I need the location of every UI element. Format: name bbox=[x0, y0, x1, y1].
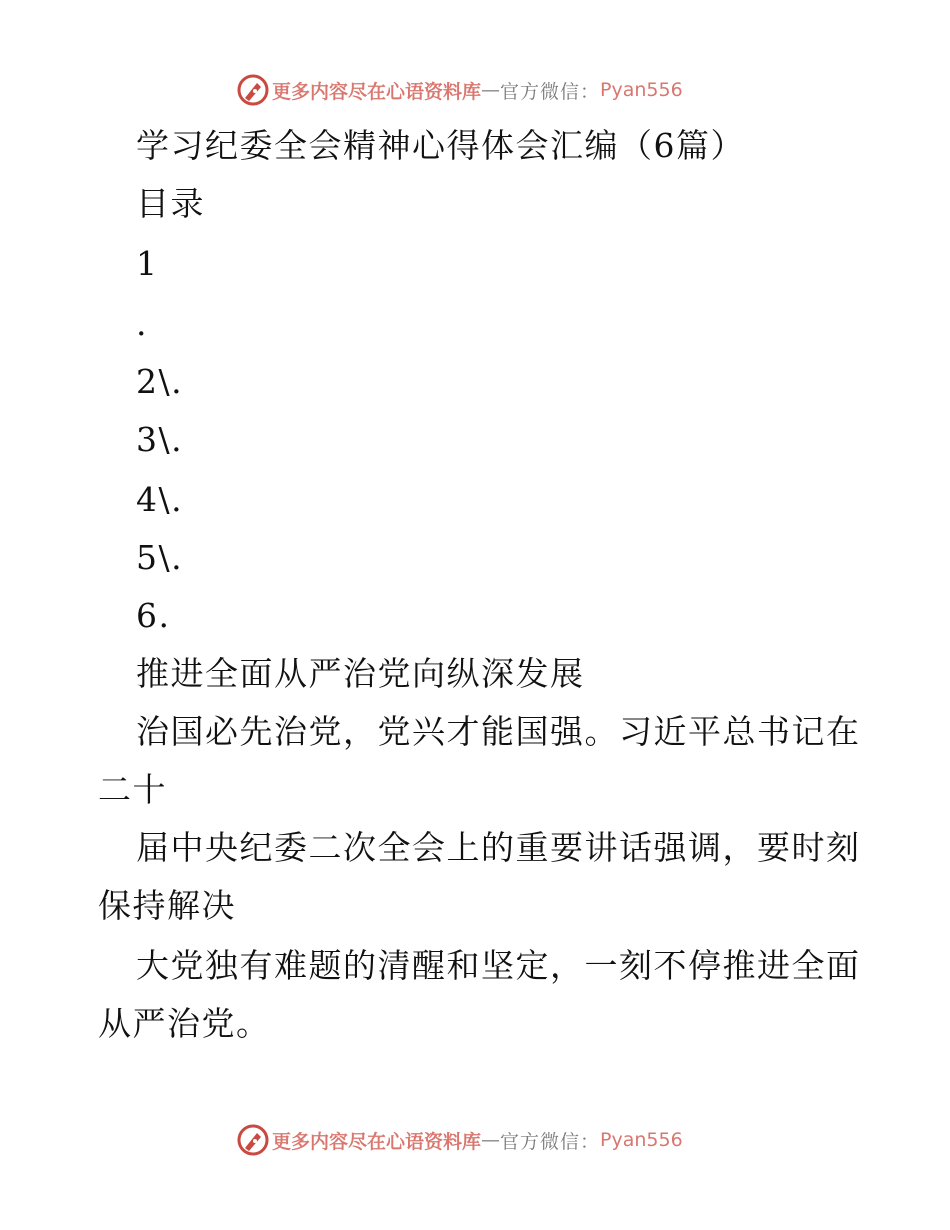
watermark-official-label: 官方微信： bbox=[500, 80, 601, 103]
pen-nib-logo-icon bbox=[236, 1123, 270, 1157]
watermark-dash: — bbox=[481, 1129, 501, 1151]
watermark-site-name: 更多内容尽在心语资料库 bbox=[272, 80, 482, 103]
body-line: 治国必先治党，党兴才能国强。习近平总书记在 bbox=[136, 712, 861, 751]
watermark-wechat-id: Pyan556 bbox=[600, 79, 683, 101]
header-watermark bbox=[236, 72, 716, 108]
watermark-official-label: 官方微信： bbox=[500, 1130, 601, 1153]
document-title: 学习纪委全会精神心得体会汇编（6篇） bbox=[136, 126, 745, 165]
body-line: 大党独有难题的清醒和坚定，一刻不停推进全面 bbox=[136, 946, 861, 985]
body-line: 届中央纪委二次全会上的重要讲话强调，要时刻 bbox=[136, 828, 861, 867]
toc-heading: 目录 bbox=[136, 184, 205, 223]
watermark-wechat-id: Pyan556 bbox=[600, 1129, 683, 1151]
toc-item: 3\. bbox=[136, 420, 184, 459]
toc-item: 1 bbox=[136, 244, 159, 283]
toc-item: 2\. bbox=[136, 362, 184, 401]
watermark-dash: — bbox=[481, 79, 501, 101]
toc-item: 5\. bbox=[136, 538, 184, 577]
footer-watermark bbox=[236, 1122, 716, 1158]
watermark-site-name: 更多内容尽在心语资料库 bbox=[272, 1130, 482, 1153]
section-heading: 推进全面从严治党向纵深发展 bbox=[136, 654, 585, 693]
pen-nib-logo-icon bbox=[236, 73, 270, 107]
toc-item: . bbox=[136, 304, 148, 343]
body-line: 二十 bbox=[98, 770, 167, 809]
body-line: 从严治党。 bbox=[98, 1004, 271, 1043]
toc-item: 6. bbox=[136, 596, 171, 635]
body-line: 保持解决 bbox=[98, 886, 236, 925]
toc-item: 4\. bbox=[136, 480, 184, 519]
